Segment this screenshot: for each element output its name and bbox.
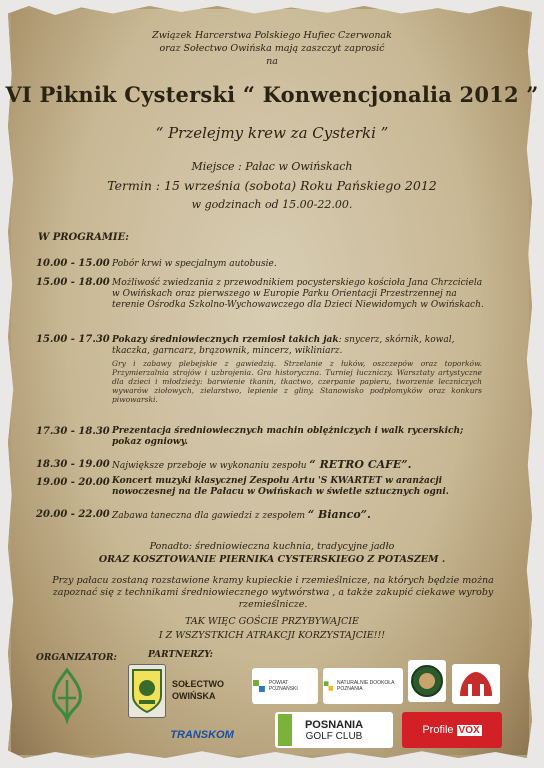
header-line-2: oraz Sołectwo Owińska mają zaszczyt zaprosić [159,43,385,54]
partners-label: PARTNERZY: [148,650,213,660]
header-line-3: na [266,56,278,67]
zhp-lily-icon [44,666,90,724]
footer-line-5: I Z WSZYSTKICH ATRAKCJI KORZYSTAJCIE!!! [158,630,386,641]
program-desc: Koncert muzyki klasycznej Zespołu Artu 'S KWARTET w aranżacji nowoczesnej na tle Pałacu w Owińskach w świetle sztucznych ogni. [112,476,449,497]
event-term: Termin : 15 września (sobota) Roku Pańskiego 2012 [107,178,437,193]
footer-line-3: Przy pałacu zostaną rozstawione kramy kupieckie i rzemieślnicze, na których będzie można zapoznać się z technikami średniowiecznego wytwórstwa , a także zakupić ciekawe wyroby rzemieślnicze. [52,575,494,610]
program-time: 20.00 - 22.00 [36,509,110,520]
powiat-icon [252,679,266,693]
round-badge-logo [408,660,446,702]
red-building-logo [452,664,500,704]
badge-icon [410,664,444,698]
program-desc: Możliwość zwiedzania z przewodnikiem pocysterskiego kościoła Jana Chrzciciela w Owińskach oraz pierwszego w Europie Parku Orientacji Przestrzennej na terenie Ośrodka Szkolno-Wychowawczego dla Dzieci Niewidomych w Owińskach. [112,278,484,310]
program-time: 19.00 - 20.00 [36,477,110,488]
program-desc: Prezentacja średniowiecznych machin oblężniczych i walk rycerskich; pokaz ogniowy. [112,426,464,447]
program-desc: Pokazy średniowiecznych rzemiosł takich jak: snycerz, skórnik, kowal, tkaczka, garncarz, brązownik, mincerz, wikliniarz. [112,335,455,356]
footer-line-2: ORAZ KOSZTOWANIE PIERNIKA CYSTERSKIEGO Z POTASZEM . [98,554,446,565]
program-time: 15.00 - 17.30 [36,334,110,345]
header-line-1: Związek Harcerstwa Polskiego Hufiec Czerwonak [152,30,392,41]
place: Miejsce : Pałac w Owińskach [191,160,353,173]
powiat-logo: POWIAT POZNAŃSKI [252,668,318,704]
subtitle: “ Przelejmy krew za Cysterki ” [155,124,389,142]
footer-line-4: TAK WIĘC GOŚCIE PRZYBYWAJCIE [185,616,359,627]
program-heading: W PROGRAMIE: [38,232,129,243]
program-time: 10.00 - 15.00 [36,258,110,269]
naturalnie-icon [323,679,334,693]
event-hours: w godzinach od 15.00-22.00. [191,198,353,211]
transkom-logo: TRANSKOM [170,729,234,741]
naturalnie-logo: NATURALNIE DOOKOŁA POZNANIA [323,668,403,704]
posnania-flag-icon [278,714,292,746]
building-icon [456,668,496,700]
profile-vox-logo: Profile VOX [402,712,502,748]
program-time: 17.30 - 18.30 [36,426,110,437]
program-desc: Największe przeboje w wykonaniu zespołu “ RETRO CAFE”. [112,458,412,471]
crest-icon [131,668,163,714]
program-desc: Pobór krwi w specjalnym autobusie. [112,259,277,269]
solectwo-crest [128,664,166,718]
program-time: 18.30 - 19.00 [36,459,110,470]
zhp-logo [44,666,90,724]
solectwo-name: SOŁECTWO OWIŃSKA [172,679,224,701]
program-detail: Gry i zabawy plebejskie z gawiedzią. Strzelanie z łuków, oszczepów oraz toporków. Przymierzalnia strojów i uzbrojenia. Gra historyczna. Turniej łuczniczy. Warsztaty artystyczne dla dzieci i młodzieży: barwienie tkanin, tkactwo, czerpanie papieru, tworzenie leczniczych wywarów ziołowych, zielarstwo, lepienie z gliny. Stanowisko podpłomyków oraz konkurs piwowarski. [112,359,482,404]
program-time: 15.00 - 18.00 [36,277,110,288]
organizer-label: ORGANIZATOR: [36,653,117,663]
page-title: VI Piknik Cysterski “ Konwencjonalia 2012 ” [5,82,539,107]
posnania-golf-logo: POSNANIA GOLF CLUB [275,712,393,748]
program-desc: Zabawa taneczna dla gawiedzi z zespołem “ Bianco”. [112,508,371,521]
footer-line-1: Ponadto: średniowieczna kuchnia, tradycyjne jadło [149,541,395,552]
